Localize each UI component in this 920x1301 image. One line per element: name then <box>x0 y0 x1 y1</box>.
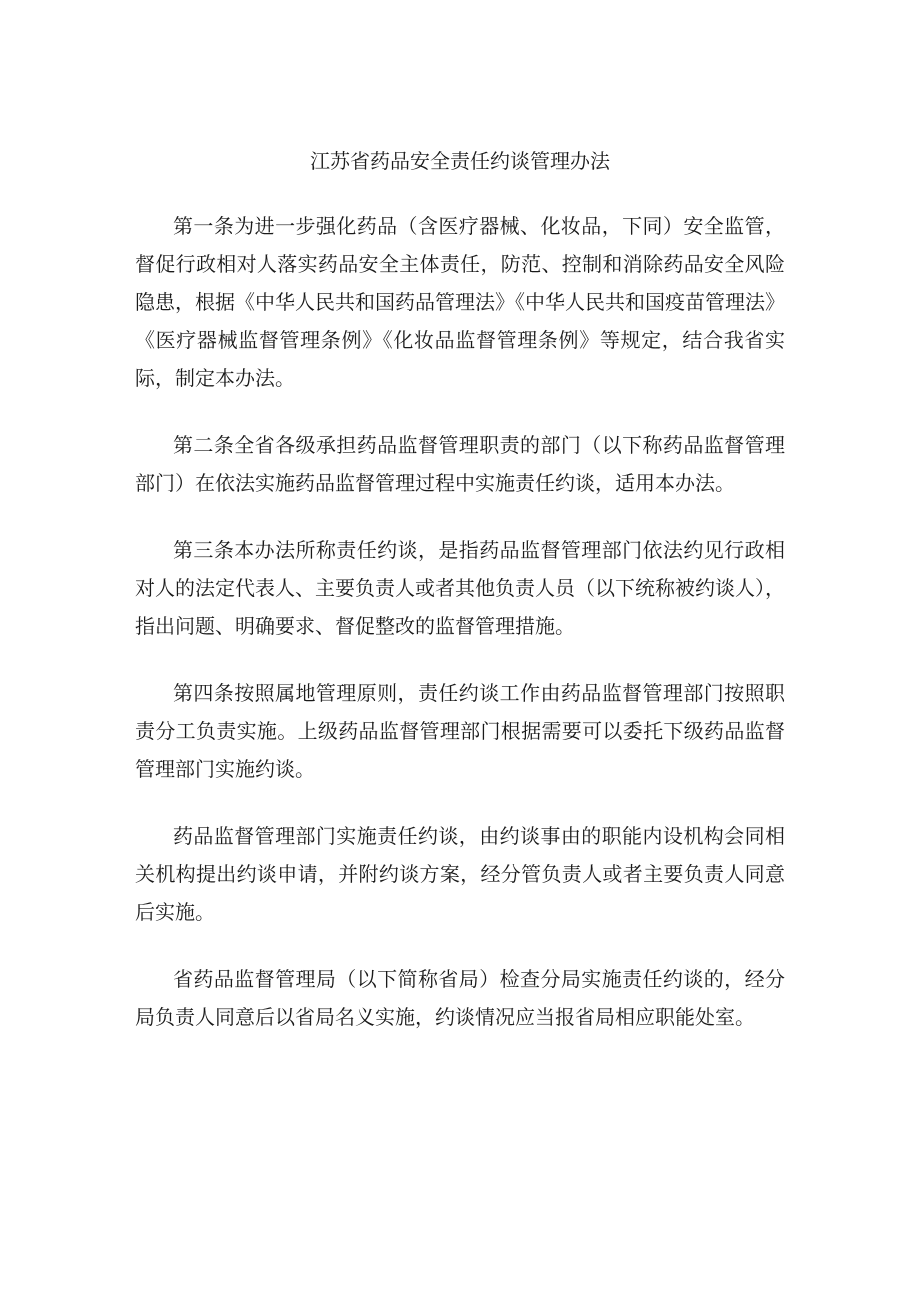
document-body <box>135 207 785 1065</box>
paragraph-article-1: 第一条为进一步强化药品（含医疗器械、化妆品，下同）安全监管，督促行政相对人落实药品安全主体责任，防范、控制和消除药品安全风险隐患，根据《中华人民共和国药品管理法》《中华人民共和国疫苗管理法》《医疗器械监督管理条例》《化妆品监督管理条例》等规定，结合我省实际，制定本办法。 <box>135 214 785 390</box>
paragraph-article-4: 第四条按照属地管理原则，责任约谈工作由药品监督管理部门按照职责分工负责实施。上级药品监督管理部门根据需要可以委托下级药品监督管理部门实施约谈。 <box>135 681 785 781</box>
paragraph-article-3: 第三条本办法所称责任约谈，是指药品监督管理部门依法约见行政相对人的法定代表人、主要负责人或者其他负责人员（以下统称被约谈人），指出问题、明确要求、督促整改的监督管理措施。 <box>135 538 785 638</box>
paragraph-article-4-clause-3: 省药品监督管理局（以下简称省局）检查分局实施责任约谈的，经分局负责人同意后以省局名义实施，约谈情况应当报省局相应职能处室。 <box>135 967 785 1029</box>
paragraph-article-4-clause-2: 药品监督管理部门实施责任约谈，由约谈事由的职能内设机构会同相关机构提出约谈申请，并附约谈方案，经分管负责人或者主要负责人同意后实施。 <box>135 824 785 924</box>
paragraph-article-2: 第二条全省各级承担药品监督管理职责的部门（以下称药品监督管理部门）在依法实施药品监督管理过程中实施责任约谈，适用本办法。 <box>135 433 785 495</box>
document-title: 江苏省药品安全责任约谈管理办法 <box>310 149 610 173</box>
